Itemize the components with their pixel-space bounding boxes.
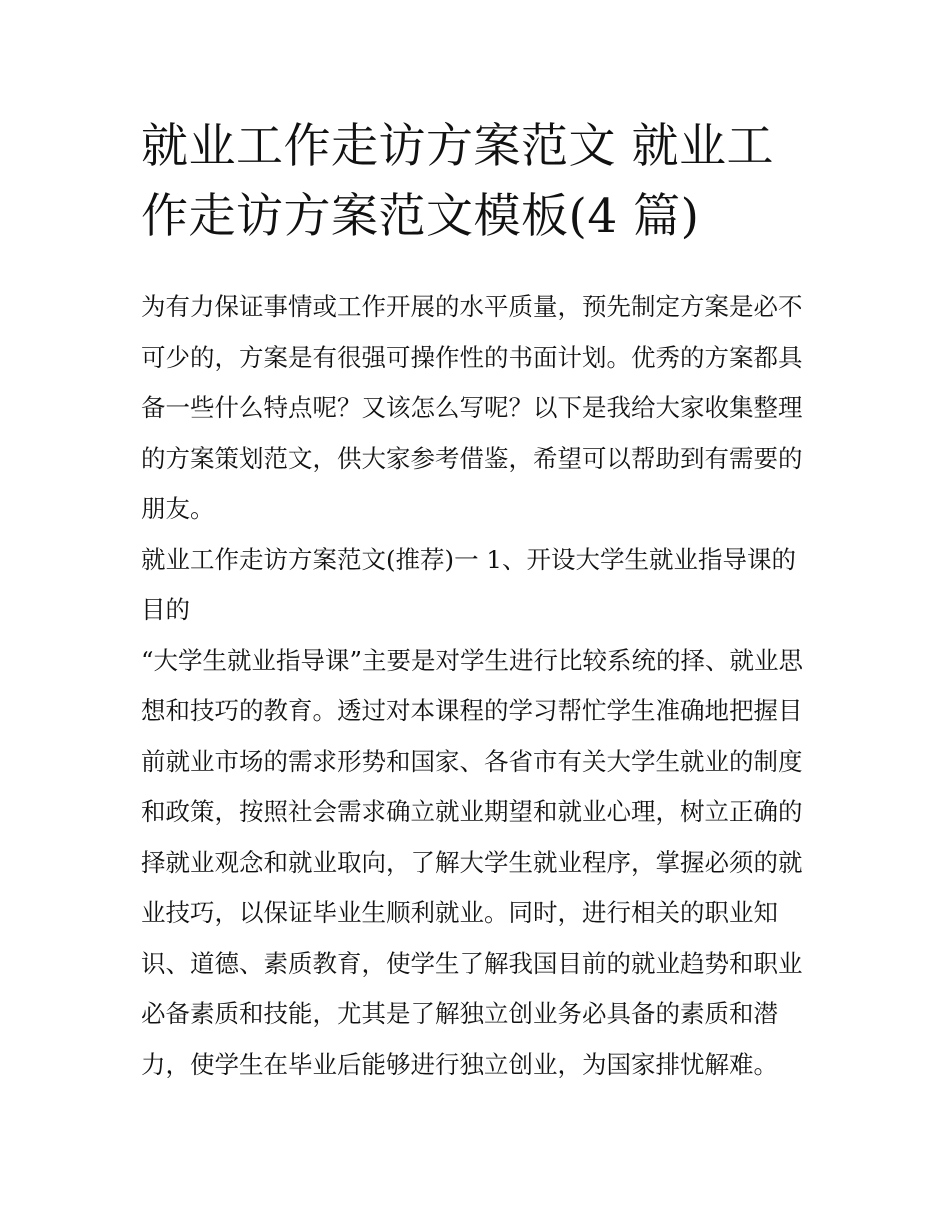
text-line: 力，使学生在毕业后能够进行独立创业，为国家排忧解难。 bbox=[141, 1049, 778, 1079]
text-line: 的方案策划范文，供大家参考借鉴，希望可以帮助到有需要的 bbox=[141, 443, 803, 473]
document-page bbox=[141, 112, 813, 1090]
text-line: 目的 bbox=[141, 595, 190, 624]
text-line: 可少的，方案是有很强可操作性的书面计划。优秀的方案都具 bbox=[141, 342, 803, 372]
text-line: 必备素质和技能，尤其是了解独立创业务必具备的素质和潜 bbox=[141, 999, 778, 1028]
text-line: 业技巧，以保证毕业生顺利就业。同时，进行相关的职业知 bbox=[141, 898, 778, 927]
title-line-2: 作走访方案范文模板(4 篇) bbox=[141, 189, 700, 244]
text-line: 择就业观念和就业取向，了解大学生就业程序，掌握必须的就 bbox=[141, 847, 803, 877]
text-line: 备一些什么特点呢？又该怎么写呢？以下是我给大家收集整理 bbox=[141, 393, 803, 422]
text-line: 前就业市场的需求形势和国家、各省市有关大学生就业的制度 bbox=[141, 746, 803, 776]
text-line: 朋友。 bbox=[141, 494, 215, 523]
intro-paragraph bbox=[141, 282, 813, 535]
title-line-1: 就业工作走访方案范文 就业工 bbox=[141, 119, 774, 174]
text-line: 就业工作走访方案范文(推荐)一 1、开设大学生就业指导课的 bbox=[141, 544, 796, 574]
section-heading-paragraph bbox=[141, 535, 813, 636]
text-line: 想和技巧的教育。透过对本课程的学习帮忙学生准确地把握目 bbox=[141, 696, 803, 725]
document-title bbox=[141, 112, 813, 252]
text-line: 识、道德、素质教育，使学生了解我国目前的就业趋势和职业 bbox=[141, 948, 803, 978]
text-line: 为有力保证事情或工作开展的水平质量，预先制定方案是必不 bbox=[141, 292, 803, 321]
text-line: “大学生就业指导课”主要是对学生进行比较系统的择、就业思 bbox=[141, 645, 804, 675]
document-body bbox=[141, 282, 813, 1090]
text-line: 和政策，按照社会需求确立就业期望和就业心理，树立正确的 bbox=[141, 797, 803, 826]
content-paragraph bbox=[141, 636, 813, 1091]
